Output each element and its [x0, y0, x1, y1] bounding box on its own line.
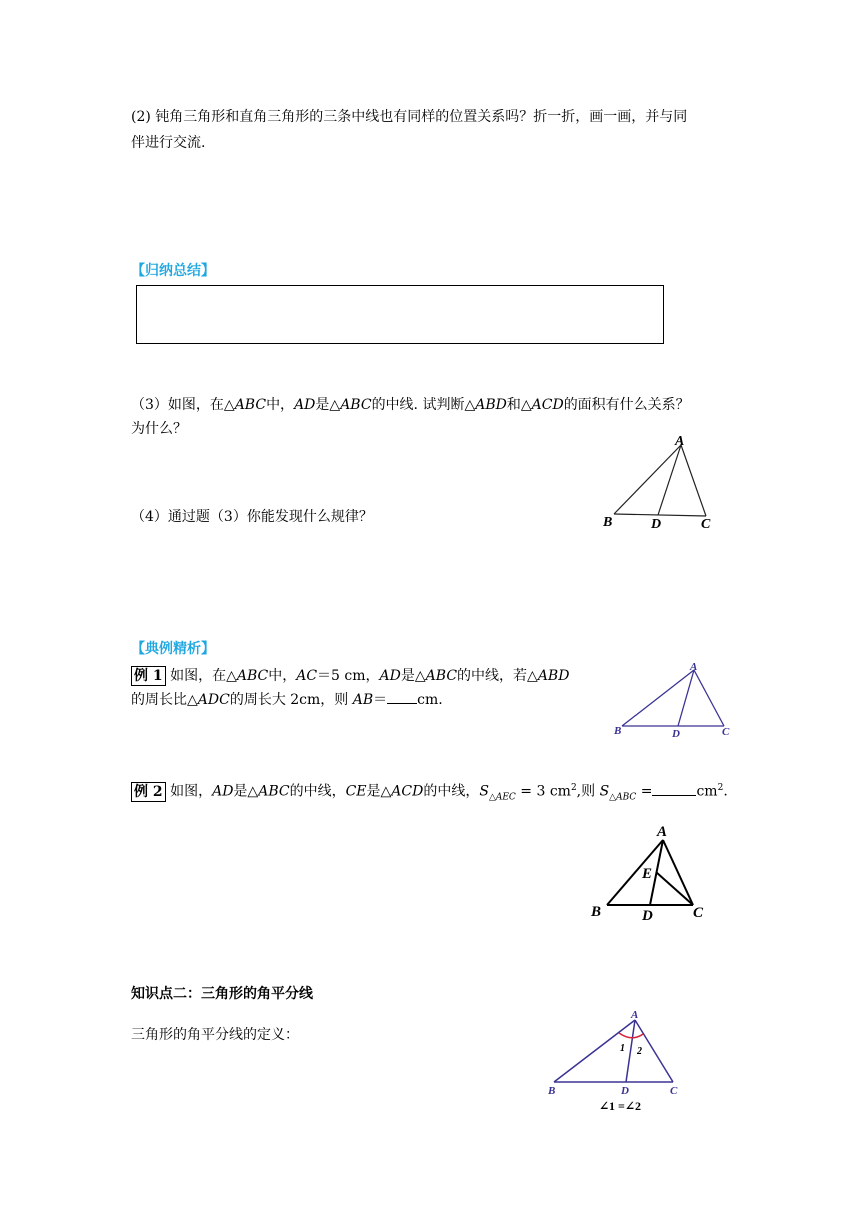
fig4-label-A: A [631, 1009, 639, 1021]
fig2-side-AB [622, 670, 694, 726]
kp2-title: 知识点二：三角形的角平分线 [131, 986, 313, 1002]
q2-line2: 伴进行交流. [131, 135, 206, 151]
fig2-median-AD [678, 670, 694, 726]
fig3-side-AC [663, 840, 693, 905]
fig1-side-BC [614, 514, 706, 516]
fig3-label-A: A [657, 824, 668, 840]
summary-box [136, 285, 664, 344]
fig1-label-B: B [603, 515, 613, 530]
fig2-label-D: D [672, 728, 680, 740]
q2-line1: (2) 钝角三角形和直角三角形的三条中线也有同样的位置关系吗？折一折，画一画，并与同 [131, 109, 688, 125]
fig4-angle-arc [619, 1033, 643, 1038]
fig3-label-C: C [693, 905, 704, 921]
kp2-definition: 三角形的角平分线的定义： [131, 1027, 299, 1043]
fig2-label-B: B [614, 725, 622, 737]
fig2-label-C: C [722, 726, 730, 738]
fig1-label-C: C [701, 517, 711, 530]
examples-heading: 【典例精析】 [131, 641, 215, 657]
fig1-label-D: D [651, 517, 662, 530]
figure-triangle-median-1 [595, 430, 725, 530]
fig4-label-C: C [670, 1085, 678, 1097]
fig3-side-AB [607, 840, 663, 905]
ex2-tag: 例 2 [131, 782, 166, 802]
figure-angle-bisector [540, 1005, 690, 1115]
fig1-median-AD [658, 445, 681, 515]
fig4-label-1: 1 [620, 1043, 625, 1054]
q3-line1: （3）如图，在△ABC中，AD是△ABC的中线. 试判断△ABD和△ACD的面积有什么关系？ [131, 397, 690, 413]
ex1-answer-blank [387, 689, 417, 704]
fig3-label-B: B [591, 904, 602, 920]
fig3-label-E: E [642, 866, 653, 882]
ex2-line: 例 2 如图，AD是△ABC的中线，CE是△ACD的中线，$S_{\triangle AEC} = 3$ $cm^2$,则 $S_{\triangle ABC} = cm^2$. [131, 776, 728, 809]
summary-heading: 【归纳总结】 [131, 263, 215, 279]
fig1-label-A: A [675, 434, 685, 449]
fig4-caption: ∠1 =∠2 [599, 1099, 641, 1113]
q3-line2: 为什么？ [131, 421, 187, 437]
ex1-line2: 的周长比△ADC的周长大 2cm，则 AB＝ cm. [131, 688, 443, 712]
fig1-side-AC [681, 445, 706, 516]
fig4-label-2: 2 [637, 1046, 642, 1057]
fig1-side-AB [614, 445, 681, 514]
fig2-label-A: A [690, 661, 698, 673]
fig4-label-B: B [548, 1085, 556, 1097]
fig2-side-AC [694, 670, 724, 726]
fig3-label-D: D [642, 908, 653, 924]
fig3-median-CE [656, 872, 693, 905]
figure-triangle-median-2 [610, 656, 740, 742]
figure-triangle-median-3 [585, 818, 715, 928]
ex2-answer-blank [652, 781, 696, 796]
q4-text: （4）通过题（3）你能发现什么规律？ [131, 509, 373, 525]
ex1-line1: 例 1 如图，在△ABC中，AC＝5 cm，AD是△ABC的中线，若△ABD [131, 664, 569, 688]
fig4-label-D: D [621, 1085, 629, 1097]
ex1-tag: 例 1 [131, 666, 166, 686]
fig4-bisector-AD [626, 1020, 635, 1082]
